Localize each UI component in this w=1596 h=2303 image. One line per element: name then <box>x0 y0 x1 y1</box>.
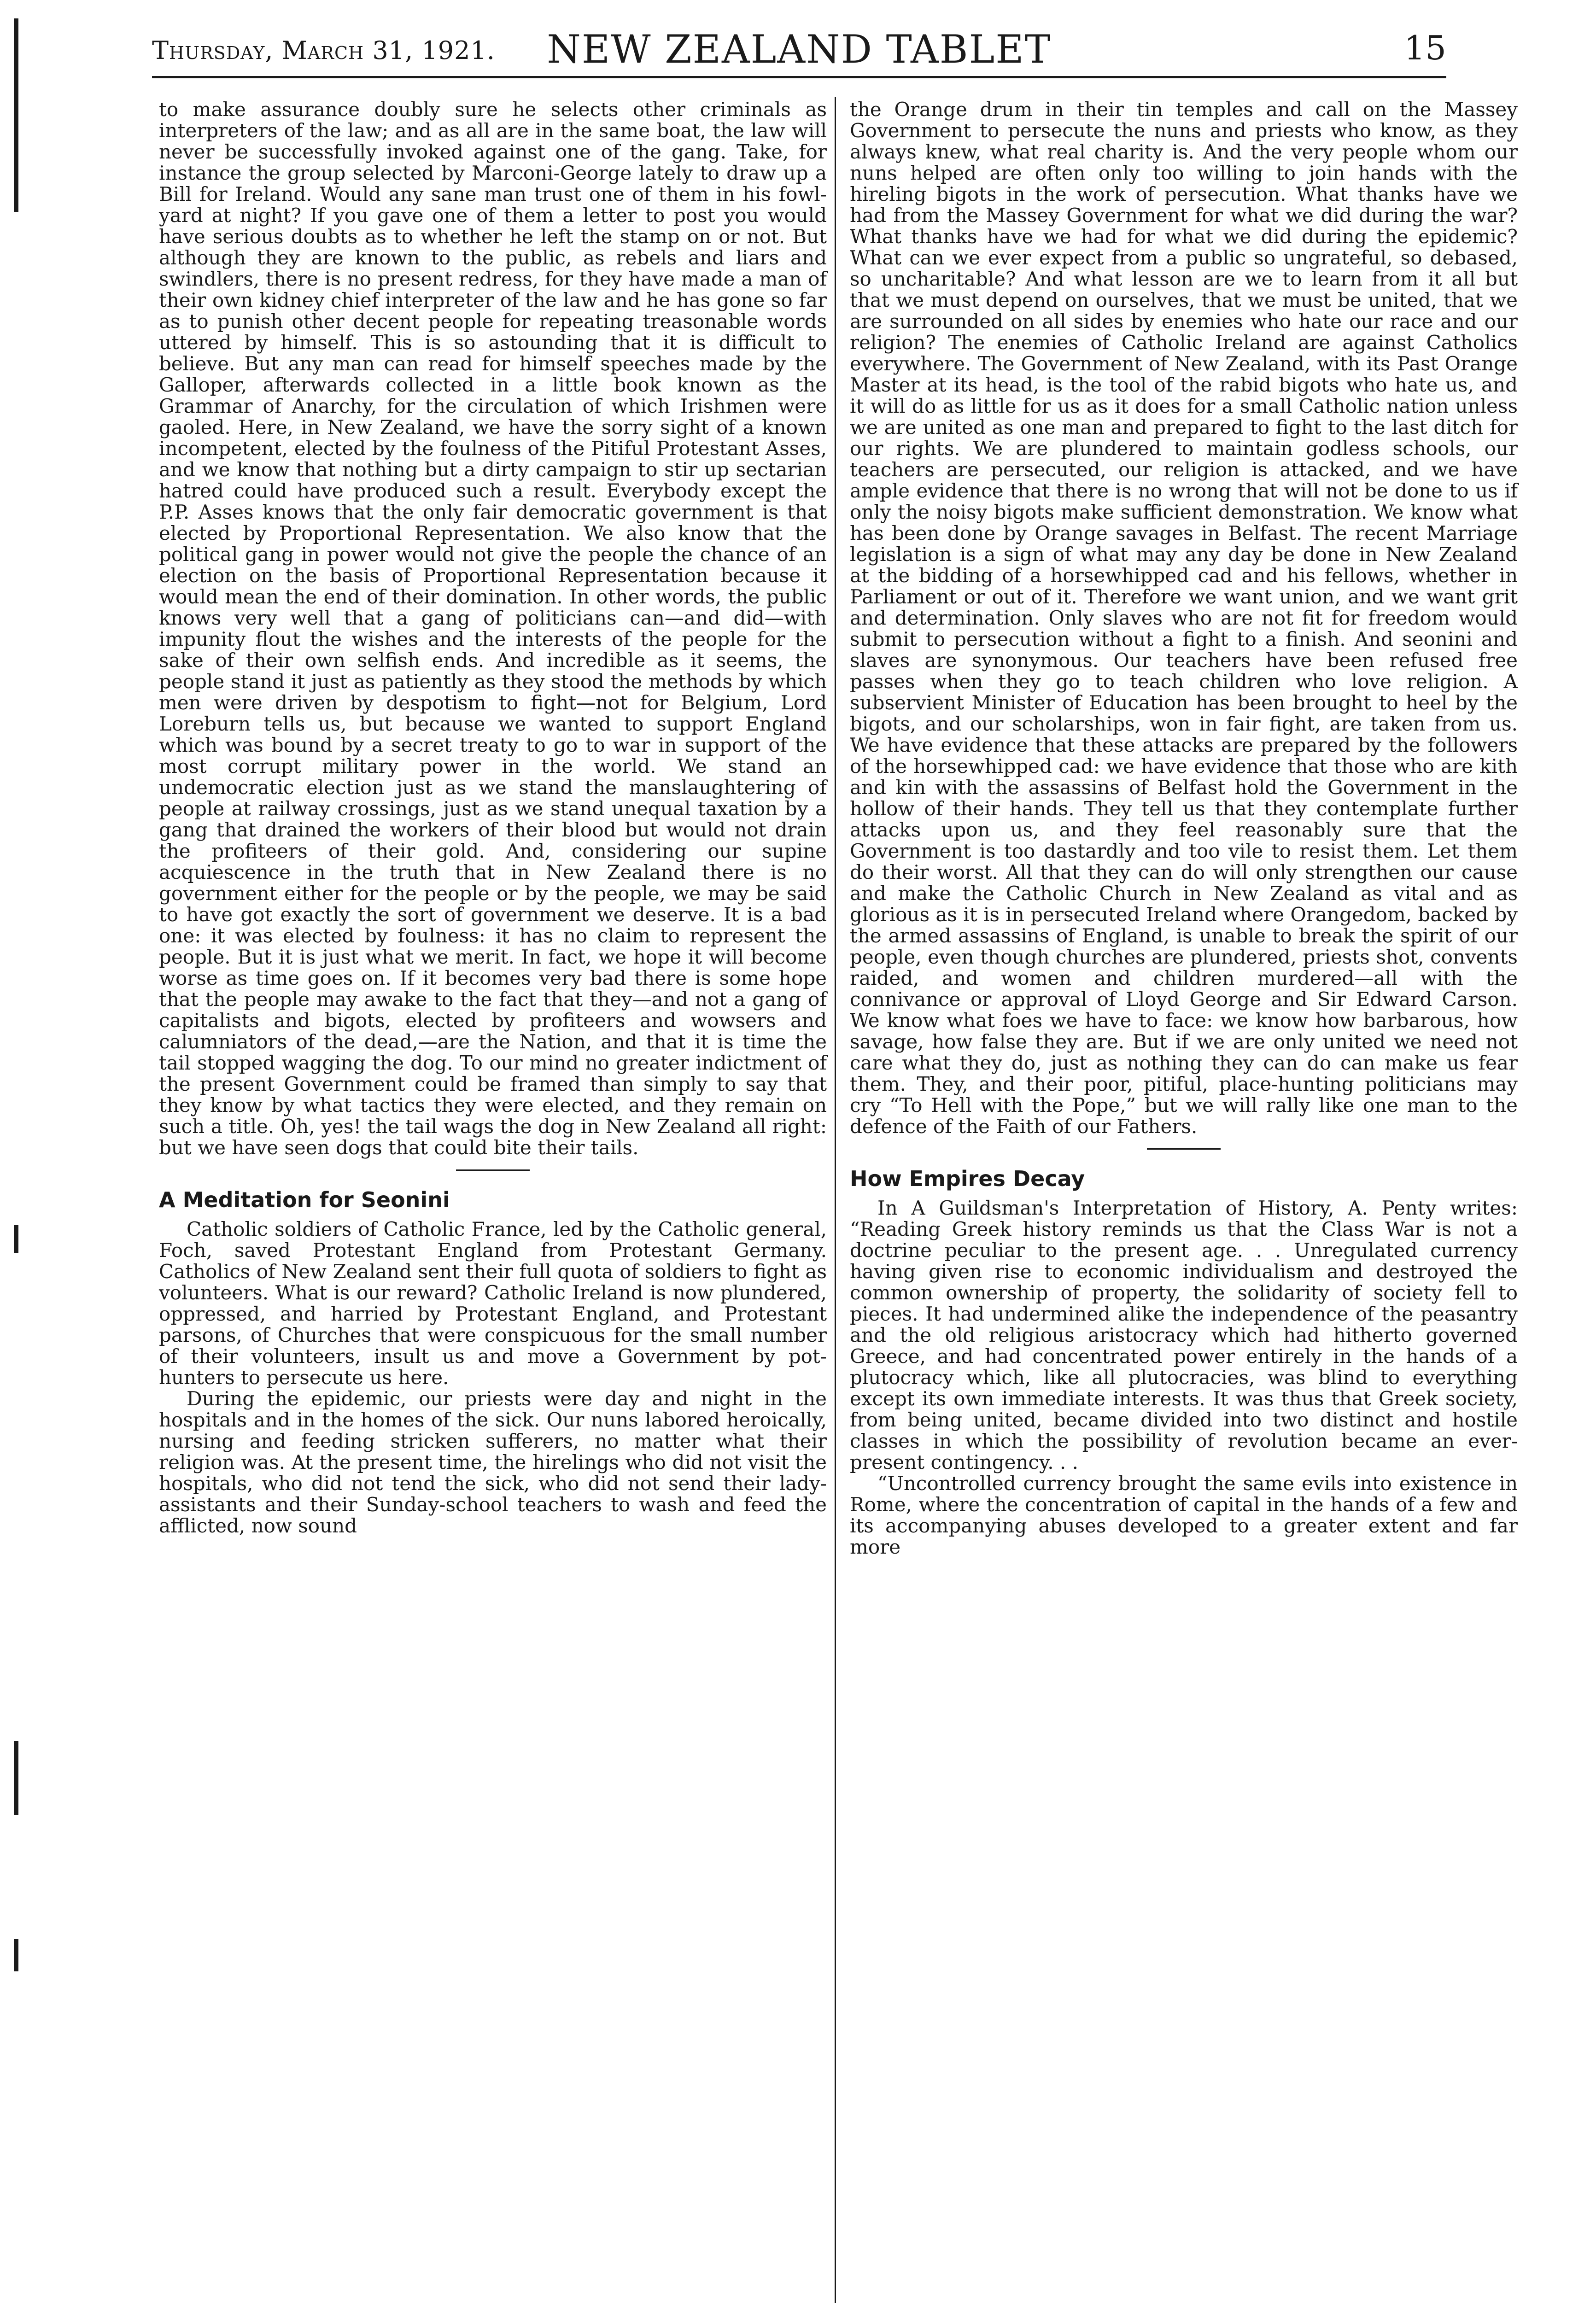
left-column <box>159 99 827 1537</box>
article-paragraph: the Orange drum in their tin temples and call on the Massey Government to persecute the nuns and priests who know, as they always knew, what real charity is. And the very people whom our nuns helped are often only too willing to join hands with the hireling bigots in the work of persecution. What thanks have we had from the Massey Government for what we did during the war? What thanks have we had for what we did during the epidemic? What can we ever expect from a public so ungrateful, so debased, so uncharitable? And what lesson are we to learn from it all but that we must depend on ourselves, that we must be united, that we are surrounded on all sides by enemies who hate our race and our religion? The enemies of Catholic Ireland are against Catholics everywhere. The Government of New Zealand, with its Past Orange Master at its head, is the tool of the rabid bigots who hate us, and it will do as little for us as it does for a small Catholic nation unless we are united as one man and prepared to fight to the last ditch for our rights. We are plundered to maintain godless schools, our teachers are persecuted, our religion is attacked, and we have ample evidence that there is no wrong that will not be done to us if only the noisy bigots make sufficient demonstration. We know what has been done by Orange savages in Belfast. The recent Marriage legislation is a sign of what may any day be done in New Zealand at the bidding of a horsewhipped cad and his fellows, whether in Parliament or out of it. Therefore we want union, and we want grit and determination. Only slaves who are not fit for freedom would submit to persecution without a fight to a finish. And seonini and slaves are synonymous. Our teachers have been refused free passes when they go to teach children who love religion. A subservient Minister of Education has been brought to heel by the bigots, and our scholarships, won in fair fight, are taken from us. We have evidence that these attacks are prepared by the followers of the horsewhipped cad: we have evidence that those who are kith and kin with the assassins of Belfast hold the Government in the hollow of their hands. They tell us that they contemplate further attacks upon us, and they feel reasonably sure that the Government is too dastardly and too vile to resist them. Let them do their worst. All that they can do will only strengthen our cause and make the Catholic Church in New Zealand as vital and as glorious as it is in persecuted Ireland where Orangedom, backed by the armed assassins of England, is unable to break the spirit of our people, even though churches are plundered, priests shot, convents raided, and women and children murdered—all with the connivance or approval of Lloyd George and Sir Edward Carson. We know what foes we have to face: we know how barbarous, how savage, how false they are. But if we are only united we need not care what they do, just as nothing they can do can make us fear them. They, and their poor, pitiful, place-hunting politicians may cry “To Hell with the Pope,” but we will rally like one man to the defence of the Faith of our Fathers. <box>850 98 1518 1138</box>
issue-date: Thursday, March 31, 1921. <box>152 36 495 65</box>
section-heading: A Meditation for Seonini <box>159 1187 450 1212</box>
right-column <box>850 99 1518 1558</box>
margin-scan-mark <box>14 1741 18 1815</box>
article-paragraph: Catholic soldiers of Catholic France, led by the Catholic general, Foch, saved Protestant England from Protestant Germany. Catholics of New Zealand sent their full quota of soldiers to fight as volunteers. What is our reward? Catholic Ireland is now plundered, oppressed, and harried by Protestant England, and Protestant parsons, of Churches that were conspicuous for the small number of their volunteers, insult us and move a Government by pot-hunters to persecute us here. <box>159 1218 827 1389</box>
article-paragraph: During the epidemic, our priests were day and night in the hospitals and in the homes of the sick. Our nuns labored heroically, nursing and feeding stricken sufferers, no matter what their religion was. At the present time, the hirelings who did not visit the hospitals, who did not tend the sick, who did not send their lady-assistants and their Sunday-school teachers to wash and feed the afflicted, now sound <box>159 1387 827 1537</box>
page-header <box>152 22 1446 73</box>
margin-scan-mark <box>14 18 18 212</box>
margin-scan-mark <box>14 1939 18 1971</box>
header-rule <box>152 76 1446 78</box>
article-paragraph: In A Guildsman's Interpretation of History, A. Penty writes: “Reading Greek history reminds us that the Class War is not a doctrine peculiar to the present age. . . Unregulated currency having given rise to economic individualism and destroyed the common ownership of property, the solidarity of society fell to pieces. It had undermined alike the independence of the peasantry and the old religious aristocracy which had hitherto governed Greece, and had concentrated power entirely in the hands of a plutocracy which, like all plutocracies, was blind to everything except its own immediate interests. It was thus that Greek society, from being united, became divided into two distinct and hostile classes in which the possibility of revolution became an ever-present contingency. . . <box>850 1197 1518 1473</box>
section-heading: How Empires Decay <box>850 1166 1085 1191</box>
section-divider <box>456 1169 530 1171</box>
section-divider <box>1147 1148 1221 1150</box>
column-divider <box>835 97 836 2303</box>
margin-scan-mark <box>14 1225 18 1253</box>
article-paragraph: to make assurance doubly sure he selects other criminals as interpreters of the law; and as all are in the same boat, the law will never be successfully invoked against one of the gang. Take, for instance the group selected by Marconi-George lately to draw up a Bill for Ireland. Would any sane man trust one of them in his fowl-yard at night? If you gave one of them a letter to post you would have serious doubts as to whether he left the stamp on or not. But although they are known to the public, as rebels and liars and swindlers, there is no present redress, for they have made a man of their own kidney chief interpreter of the law and he has gone so far as to punish other decent people for repeating treasonable words uttered by himself. This is so astounding that it is difficult to believe. But any man can read for himself speeches made by the Galloper, afterwards collected in a little book known as the Grammar of Anarchy, for the circulation of which Irishmen were gaoled. Here, in New Zealand, we have the sorry sight of a known incompetent, elected by the foulness of the Pitiful Protestant Asses, and we know that nothing but a dirty campaign to stir up sectarian hatred could have produced such a result. Everybody except the P.P. Asses knows that the only fair democratic government is that elected by Proportional Representation. We also know that the political gang in power would not give the people the chance of an election on the basis of Proportional Representation because it would mean the end of their domination. In other words, the public knows very well that a gang of politicians can—and did—with impunity flout the wishes and the interests of the people for the sake of their own selfish ends. And incredible as it seems, the people stand it just as patiently as they stood the methods by which men were driven by despotism to fight—not for Belgium, Lord Loreburn tells us, but because we wanted to support England which was bound by a secret treaty to go to war in support of the most corrupt military power in the world. We stand an undemocratic election just as we stand the manslaughtering of people at railway crossings, just as we stand unequal taxation by a gang that drained the workers of their blood but would not drain the profiteers of their gold. And, considering our supine acquiescence in the truth that in New Zealand there is no government either for the people or by the people, we may be said to have got exactly the sort of government we deserve. It is a bad one: it was elected by foulness: it has no claim to represent the people. But it is just what we merit. In fact, we hope it will become worse as time goes on. If it becomes very bad there is some hope that the people may awake to the fact that they—and not a gang of capitalists and bigots, elected by profiteers and wowsers and calumniators of the dead,—are the Nation, and that it is time the tail stopped wagging the dog. To our mind no greater indictment of the present Government could be framed than simply to say that they know by what tactics they were elected, and they remain on such a title. Oh, yes! the tail wags the dog in New Zealand all right: but we have seen dogs that could bite their tails. <box>159 98 827 1159</box>
masthead-title: NEW ZEALAND TABLET <box>547 27 1052 72</box>
page-number: 15 <box>1404 29 1446 67</box>
article-paragraph: “Uncontrolled currency brought the same evils into existence in Rome, where the concentration of capital in the hands of a few and its accompanying abuses developed to a greater extent and far more <box>850 1472 1518 1558</box>
